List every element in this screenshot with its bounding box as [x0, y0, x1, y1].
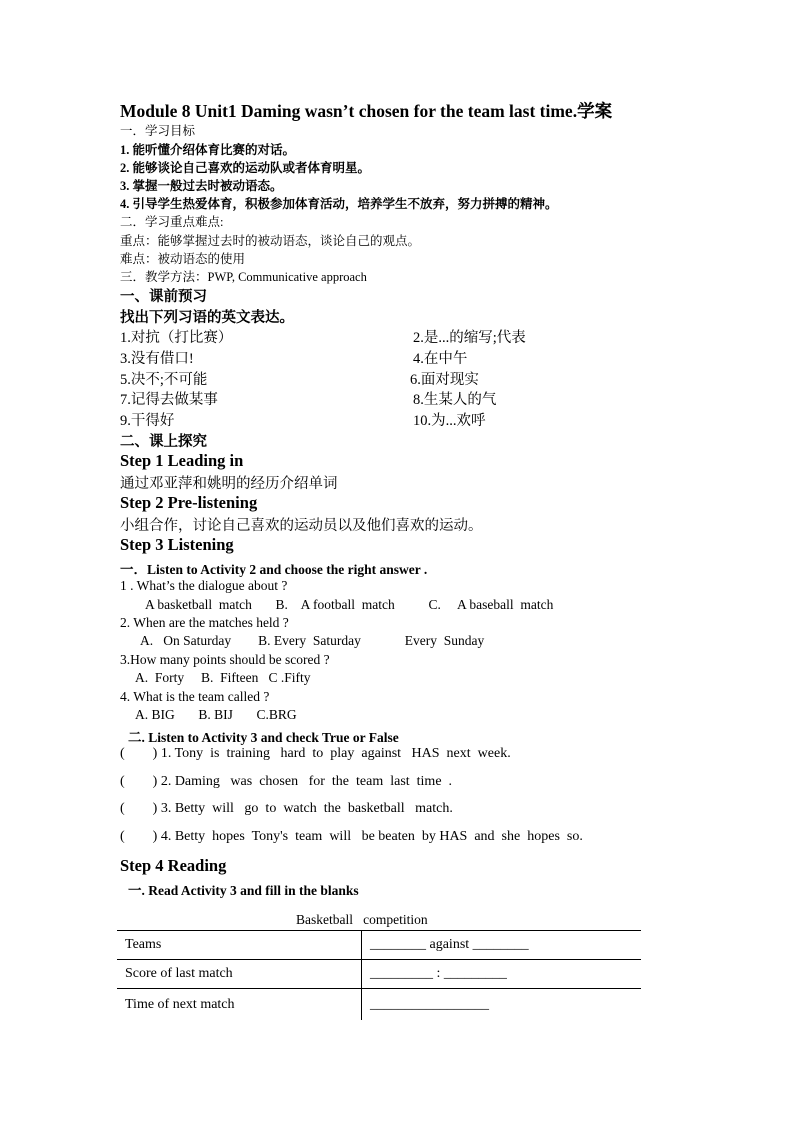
question-2-options: A. On Saturday B. Every Saturday Every Sunday: [140, 633, 485, 648]
objectives-heading: 一．学习目标: [120, 124, 196, 138]
question-1: 1 . What’s the dialogue about ?: [120, 578, 288, 593]
reading-part1-heading: 一. Read Activity 3 and fill in the blanks: [128, 883, 359, 898]
step1-heading: Step 1 Leading in: [120, 451, 244, 470]
preview-item-1: 1.对抗（打比赛）: [120, 330, 233, 346]
tf-item-2: ( ) 2. Daming was chosen for the team last time .: [120, 774, 453, 789]
question-4-options: A. BIG B. BIJ C.BRG: [135, 707, 297, 722]
teaching-method: 三．教学方法：PWP, Communicative approach: [120, 270, 367, 284]
key-points-heading: 二．学习重点难点:: [120, 215, 224, 229]
explore-heading: 二、课上探究: [120, 434, 207, 450]
preview-heading: 一、课前预习: [120, 289, 207, 305]
competition-table: [117, 930, 641, 1020]
row-label-score: Score of last match: [117, 960, 362, 989]
row-label-time: Time of next match: [117, 989, 362, 1021]
row-value-score[interactable]: _________ : _________: [362, 960, 642, 989]
listening-part2-heading: 二. Listen to Activity 3 and check True or False: [128, 730, 399, 745]
listening-part1-heading: 一．Listen to Activity 2 and choose the right answer .: [120, 562, 428, 577]
objective-item-3: 3. 掌握一般过去时被动语态。: [120, 179, 283, 193]
step2-heading: Step 2 Pre-listening: [120, 493, 258, 512]
tf-item-4: ( ) 4. Betty hopes Tony's team will be beaten by HAS and she hopes so.: [120, 829, 583, 844]
preview-item-5: 5.决不;不可能: [120, 372, 208, 388]
preview-item-2: 2.是...的缩写;代表: [413, 330, 526, 346]
question-3-options: A. Forty B. Fifteen C .Fifty: [135, 670, 311, 685]
question-4: 4. What is the team called ?: [120, 689, 270, 704]
preview-item-8: 8.生某人的气: [413, 392, 497, 408]
objective-item-2: 2. 能够谈论自己喜欢的运动队或者体育明星。: [120, 161, 371, 175]
preview-item-6: 6.面对现实: [410, 372, 479, 388]
preview-item-9: 9.干得好: [120, 413, 175, 429]
table-row: [117, 931, 641, 960]
row-value-teams[interactable]: ________ against ________: [362, 931, 642, 960]
tf-item-3: ( ) 3. Betty will go to watch the basketball match.: [120, 801, 453, 816]
step2-text: 小组合作，讨论自己喜欢的运动员以及他们喜欢的运动。: [120, 518, 483, 534]
table-caption: Basketball competition: [296, 912, 428, 927]
question-2: 2. When are the matches held ?: [120, 615, 289, 630]
preview-item-10: 10.为...欢呼: [413, 413, 486, 429]
table-row: [117, 989, 641, 1021]
step1-text: 通过邓亚萍和姚明的经历介绍单词: [120, 476, 338, 492]
step3-heading: Step 3 Listening: [120, 535, 234, 554]
tf-item-1: ( ) 1. Tony is training hard to play against HAS next week.: [120, 746, 511, 761]
preview-item-3: 3.没有借口!: [120, 351, 194, 367]
step4-heading: Step 4 Reading: [120, 856, 227, 875]
preview-item-7: 7.记得去做某事: [120, 392, 218, 408]
table-row: [117, 960, 641, 989]
row-label-teams: Teams: [117, 931, 362, 960]
objective-item-1: 1. 能听懂介绍体育比赛的对话。: [120, 143, 296, 157]
question-1-options: A basketball match B. A football match C. A baseball match: [145, 597, 554, 612]
page-title: Module 8 Unit1 Daming wasn’t chosen for the team last time.学案: [120, 101, 613, 121]
key-points-focus: 重点：能够掌握过去时的被动语态，谈论自己的观点。: [120, 234, 421, 248]
preview-instruction: 找出下列习语的英文表达。: [120, 310, 294, 326]
objective-item-4: 4. 引导学生热爱体育，积极参加体育活动，培养学生不放弃，努力拼搏的精神。: [120, 197, 558, 211]
question-3: 3.How many points should be scored ?: [120, 652, 330, 667]
key-points-difficulty: 难点：被动语态的使用: [120, 252, 246, 266]
preview-item-4: 4.在中午: [413, 351, 468, 367]
row-value-time[interactable]: _________________: [362, 989, 642, 1021]
